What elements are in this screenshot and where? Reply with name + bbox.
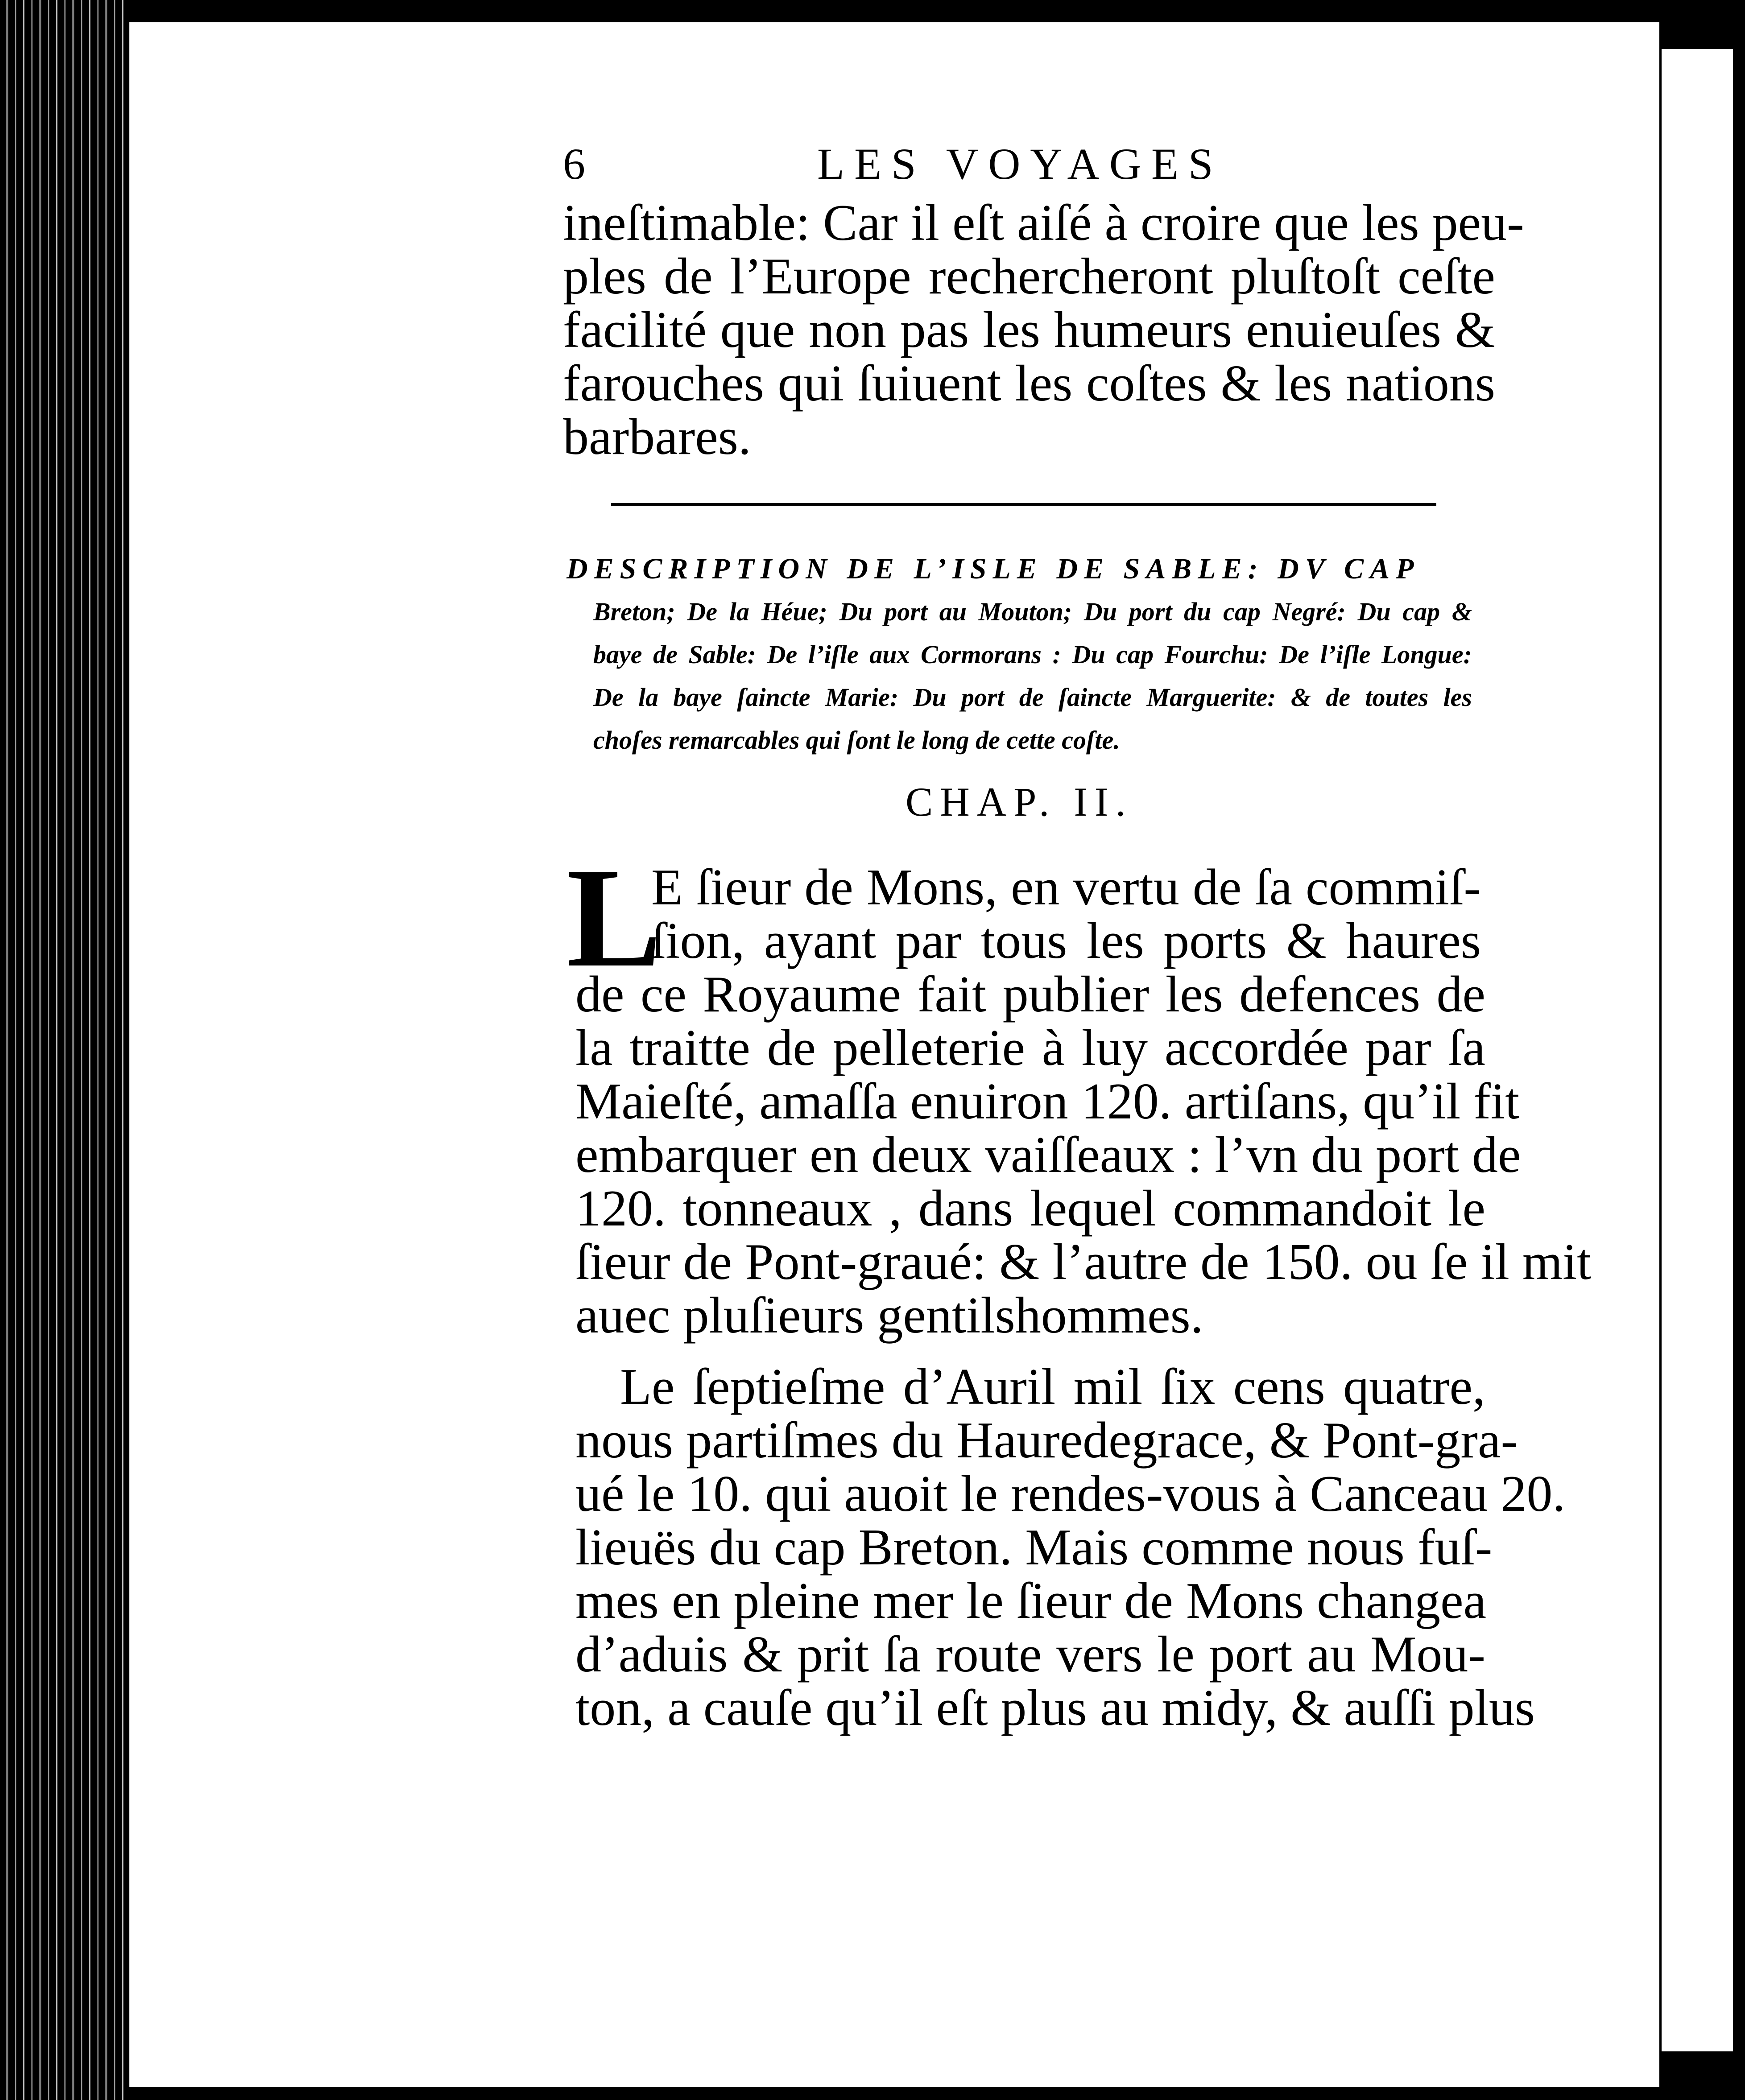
text-line: mes en pleine mer le ſieur de Mons changea bbox=[575, 1572, 1487, 1630]
text-line: Le ſeptieſme d’Auril mil ſix cens quatre, bbox=[620, 1358, 1485, 1415]
drop-capital: L bbox=[567, 839, 662, 997]
body-opening-lines bbox=[651, 861, 1481, 968]
section-divider bbox=[611, 503, 1436, 506]
text-line: auec pluſieurs gentilshommes. bbox=[575, 1287, 1203, 1344]
summary-line: Breton; De la Héue; Du port au Mouton; Du port du cap Negré: Du cap & bbox=[593, 597, 1472, 626]
body-paragraph-2 bbox=[575, 1358, 1566, 1737]
summary-title: DESCRIPTION DE L’ISLE DE SABLE: DV CAP bbox=[567, 553, 1420, 585]
text-line: la traitte de pelleterie à luy accordée par ſa bbox=[575, 1019, 1485, 1077]
chapter-summary bbox=[567, 548, 1476, 762]
text-line: barbares. bbox=[563, 408, 751, 466]
text-line: Maieſté, amaſſa enuiron 120. artiſans, qu’il fit bbox=[575, 1073, 1520, 1130]
text-line: lieuës du cap Breton. Mais comme nous fuſ- bbox=[575, 1519, 1493, 1576]
book-binding-edge bbox=[0, 0, 129, 2100]
body-paragraph-1 bbox=[575, 966, 1592, 1344]
text-line: ué le 10. qui auoit le rendes-vous à Canceau 20. bbox=[575, 1465, 1566, 1522]
text-line: nous partiſmes du Hauredegrace, & Pont-gra- bbox=[575, 1412, 1518, 1469]
text-line: E ſieur de Mons, en vertu de ſa commiſ- bbox=[651, 859, 1481, 916]
text-line: ton, a cauſe qu’il eſt plus au midy, & auſſi plus bbox=[575, 1679, 1535, 1737]
text-line: ineſtimable: Car il eſt aiſé à croire que les peu- bbox=[563, 194, 1524, 252]
intro-paragraph bbox=[563, 194, 1524, 466]
text-line: facilité que non pas les humeurs enuieuſes & bbox=[563, 301, 1495, 359]
page-number: 6 bbox=[563, 139, 585, 189]
text-line: ſion, ayant par tous les ports & haures bbox=[651, 912, 1481, 970]
text-line: de ce Royaume fait publier les defences de bbox=[575, 966, 1485, 1023]
text-line: ſieur de Pont-graué: & l’autre de 150. ou ſe il mit bbox=[575, 1234, 1592, 1291]
summary-line: De la baye ſaincte Marie: Du port de ſaincte Marguerite: & de toutes les bbox=[593, 683, 1472, 712]
running-title: LES VOYAGES bbox=[817, 139, 1223, 189]
summary-line: choſes remarcables qui ſont le long de cette coſte. bbox=[593, 726, 1120, 755]
text-line: d’aduis & prit ſa route vers le port au Mou- bbox=[575, 1626, 1485, 1683]
text-line: ples de l’Europe rechercheront pluſtoſt ceſte bbox=[563, 248, 1495, 305]
chapter-heading: CHAP. II. bbox=[906, 779, 1133, 825]
text-line: 120. tonneaux , dans lequel commandoit le bbox=[575, 1180, 1485, 1237]
text-line: embarquer en deux vaiſſeaux : l’vn du port de bbox=[575, 1126, 1521, 1184]
facing-page-edge bbox=[1662, 49, 1733, 2051]
text-line: farouches qui ſuiuent les coſtes & les nations bbox=[563, 355, 1495, 412]
summary-line: baye de Sable: De l’iſle aux Cormorans : Du cap Fourchu: De l’iſle Longue: bbox=[593, 640, 1472, 669]
